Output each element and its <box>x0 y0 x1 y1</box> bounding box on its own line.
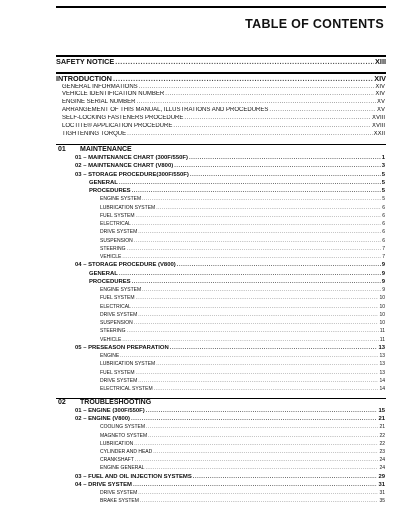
dot-leader <box>120 353 378 359</box>
dot-leader <box>142 196 381 202</box>
toc-label: SELF-LOCKING FASTENERS PROCEDURE <box>62 115 184 122</box>
dot-leader <box>119 271 381 277</box>
dot-leader <box>154 386 379 392</box>
dot-leader <box>190 172 381 178</box>
toc-entry[interactable] <box>89 279 385 285</box>
toc-entry[interactable] <box>100 433 385 439</box>
toc-entry[interactable] <box>100 312 385 318</box>
toc-page: 13 <box>379 369 385 376</box>
toc-entry[interactable] <box>62 107 385 113</box>
dot-leader <box>148 433 378 439</box>
toc-entry[interactable] <box>100 246 385 252</box>
dot-leader <box>184 115 371 121</box>
toc-label: ENGINE SYSTEM <box>100 287 142 293</box>
toc-page: 3 <box>381 163 385 170</box>
toc-entry[interactable] <box>75 262 385 268</box>
toc-label: FUEL SYSTEM <box>100 369 135 376</box>
toc-page: 24 <box>379 457 385 464</box>
dot-leader <box>136 213 382 219</box>
toc-label: 01 – ENGINE (300F/550F) <box>75 408 145 414</box>
dot-leader <box>132 304 379 310</box>
toc-label: ELECTRICAL <box>100 303 131 310</box>
toc-page: 21 <box>379 424 385 431</box>
toc-label: ENGINE SYSTEM <box>100 196 142 203</box>
toc-page: 13 <box>378 344 385 351</box>
dot-leader <box>146 408 378 414</box>
dot-leader <box>132 279 381 285</box>
toc-label: GENERAL INFORMATIONS <box>62 83 138 90</box>
toc-label: LUBRICATION <box>100 440 134 447</box>
toc-label: DRIVE SYSTEM <box>100 490 138 496</box>
toc-entry[interactable] <box>100 465 385 471</box>
dot-leader <box>173 123 371 129</box>
toc-entry[interactable] <box>75 408 385 414</box>
toc-entry[interactable] <box>62 123 385 129</box>
toc-label: FUEL SYSTEM <box>100 295 135 302</box>
toc-page: 6 <box>382 204 385 211</box>
toc-entry[interactable] <box>100 457 385 463</box>
toc-entry[interactable] <box>100 386 385 392</box>
toc-label: DRIVE SYSTEM <box>100 377 138 384</box>
toc-page: 14 <box>379 386 385 392</box>
toc-label: 01 – MAINTENANCE CHART (300F/550F) <box>75 155 188 161</box>
dot-leader <box>131 416 377 422</box>
toc-page: 14 <box>379 377 385 384</box>
toc-entry[interactable] <box>100 490 385 496</box>
toc-page: XVIII <box>371 123 385 129</box>
toc-label: LUBRICATION SYSTEM <box>100 361 156 368</box>
section-01-number: 01 <box>58 146 66 153</box>
dot-leader <box>115 57 374 66</box>
toc-page: 10 <box>379 311 385 318</box>
toc-page: 23 <box>379 449 385 455</box>
toc-page: 9 <box>382 287 385 293</box>
toc-page: 9 <box>381 262 385 269</box>
toc-page: 7 <box>382 245 385 252</box>
toc-entry[interactable] <box>89 271 385 277</box>
toc-page: XIV <box>374 74 386 83</box>
toc-label: VEHICLE <box>100 336 122 343</box>
dot-leader <box>134 320 379 326</box>
toc-label: SUSPENSION <box>100 237 133 244</box>
toc-page: 6 <box>382 221 385 227</box>
dot-leader <box>122 337 378 343</box>
toc-page: 7 <box>382 254 385 260</box>
dot-leader <box>122 254 381 260</box>
dot-leader <box>127 328 379 334</box>
toc-entry[interactable] <box>100 370 385 376</box>
dot-leader <box>177 262 381 268</box>
section-02-title: TROUBLESHOOTING <box>80 399 152 406</box>
dot-leader <box>156 361 378 367</box>
toc-entry[interactable] <box>89 180 385 186</box>
toc-entry[interactable] <box>100 378 385 384</box>
toc-label: VEHICLE <box>100 254 122 260</box>
dot-leader <box>127 246 382 252</box>
toc-page: 9 <box>381 270 385 277</box>
toc-label: ENGINE SERIAL NUMBER <box>62 99 136 106</box>
toc-entry[interactable] <box>100 353 385 359</box>
toc-label: 04 – DRIVE SYSTEM <box>75 481 132 488</box>
toc-entry[interactable] <box>100 320 385 326</box>
toc-page: 10 <box>379 303 385 310</box>
dot-leader <box>135 457 379 463</box>
toc-page: 15 <box>378 408 385 414</box>
toc-label: ARRANGEMENT OF THIS MANUAL, ILLUSTRATIONS AND PROCEDURES <box>62 107 269 114</box>
toc-entry[interactable] <box>100 287 385 293</box>
dot-leader <box>153 449 378 455</box>
toc-entry[interactable] <box>75 416 385 422</box>
dot-leader <box>145 465 378 471</box>
toc-entry[interactable] <box>75 163 385 169</box>
toc-entry[interactable] <box>100 221 385 227</box>
toc-entry[interactable] <box>100 238 385 244</box>
toc-page: 6 <box>382 237 385 244</box>
toc-label: 05 – PRESEASON PREPARATION <box>75 344 169 351</box>
toc-page: 5 <box>381 188 385 194</box>
toc-page: 1 <box>381 155 385 161</box>
toc-label: LOCTITE® APPLICATION PROCEDURE <box>62 123 173 129</box>
dot-leader <box>156 205 381 211</box>
toc-entry[interactable] <box>100 361 385 367</box>
dot-leader <box>174 163 381 169</box>
toc-page: XVIII <box>371 115 385 122</box>
toc-label: 02 – ENGINE (V800) <box>75 416 131 423</box>
toc-label: 04 – STORAGE PROCEDURE (V800) <box>75 262 176 269</box>
dot-leader <box>189 155 381 161</box>
page-title: TABLE OF CONTENTS <box>245 17 384 31</box>
toc-page: 29 <box>378 473 385 480</box>
dot-leader <box>113 74 373 83</box>
toc-entry[interactable] <box>75 155 385 161</box>
toc-safety-notice[interactable] <box>56 57 386 66</box>
dot-leader <box>138 229 381 235</box>
toc-entry[interactable] <box>100 441 385 447</box>
toc-page: 31 <box>378 481 385 488</box>
toc-page: 21 <box>378 416 385 423</box>
dot-leader <box>127 131 373 137</box>
toc-entry[interactable] <box>100 205 385 211</box>
toc-entry[interactable] <box>62 115 385 121</box>
toc-page: XIV <box>375 91 385 98</box>
dot-leader <box>139 84 375 90</box>
toc-label: TIGHTENING TORQUE <box>62 130 127 137</box>
dot-leader <box>146 424 378 430</box>
dot-leader <box>138 312 378 318</box>
toc-label: 03 – STORAGE PROCEDURE(300F/550F) <box>75 171 189 178</box>
dot-leader <box>142 287 381 293</box>
toc-entry[interactable] <box>62 91 385 97</box>
toc-label: STEERING <box>100 328 126 335</box>
dot-leader <box>134 441 378 447</box>
dot-leader <box>136 370 379 376</box>
toc-page: XIV <box>375 83 385 90</box>
toc-entry[interactable] <box>100 213 385 219</box>
toc-label: PROCEDURES <box>89 278 131 285</box>
dot-leader <box>138 490 378 496</box>
toc-label: PROCEDURES <box>89 188 131 194</box>
toc-page: 5 <box>382 196 385 203</box>
toc-page: 6 <box>382 212 385 219</box>
toc-page: 9 <box>381 278 385 285</box>
toc-introduction[interactable] <box>56 74 386 83</box>
toc-label: GENERAL <box>89 270 118 277</box>
toc-label: GENERAL <box>89 179 118 186</box>
dot-leader <box>136 295 379 301</box>
toc-label: BRAKE SYSTEM <box>100 498 139 505</box>
toc-label: 03 – FUEL AND OIL INJECTION SYSTEMS <box>75 473 192 480</box>
dot-leader <box>136 99 376 105</box>
toc-entry[interactable] <box>75 482 385 488</box>
toc-page: 22 <box>379 440 385 447</box>
toc-entry[interactable] <box>100 337 385 343</box>
toc-label: SUSPENSION <box>100 320 133 326</box>
toc-page: 10 <box>379 320 385 326</box>
dot-leader <box>132 188 381 194</box>
toc-page: 13 <box>379 353 385 359</box>
toc-entry[interactable] <box>75 172 385 178</box>
toc-label: 02 – MAINTENANCE CHART (V800) <box>75 163 174 170</box>
toc-label: ENGINE GENERAL <box>100 465 145 472</box>
dot-leader <box>165 91 374 97</box>
toc-entry[interactable] <box>89 188 385 194</box>
toc-page: 6 <box>382 229 385 236</box>
toc-label: SAFETY NOTICE <box>56 57 115 66</box>
toc-page: 35 <box>379 498 385 505</box>
toc-entry[interactable] <box>100 229 385 235</box>
toc-label: ELECTRICAL <box>100 221 131 227</box>
toc-page: 5 <box>381 179 385 186</box>
toc-label: LUBRICATION SYSTEM <box>100 204 156 211</box>
toc-label: VEHICLE IDENTIFICATION NUMBER <box>62 91 165 98</box>
dot-leader <box>134 238 381 244</box>
top-rule <box>56 6 386 8</box>
dot-leader <box>133 482 377 488</box>
dot-leader <box>138 378 378 384</box>
section-01-rule <box>56 144 386 145</box>
toc-label: INTRODUCTION <box>56 74 112 83</box>
toc-entry[interactable] <box>100 328 385 334</box>
toc-label: CRANKSHAFT <box>100 457 134 464</box>
toc-entry[interactable] <box>75 345 385 351</box>
dot-leader <box>269 107 376 113</box>
toc-page: XXII <box>373 130 385 137</box>
toc-entry[interactable] <box>75 474 385 480</box>
toc-label: DRIVE SYSTEM <box>100 229 138 236</box>
toc-entry[interactable] <box>100 449 385 455</box>
toc-page: XIII <box>375 57 386 66</box>
toc-entry[interactable] <box>100 424 385 430</box>
toc-page: 11 <box>379 328 385 335</box>
toc-label: CYLINDER AND HEAD <box>100 449 153 455</box>
toc-entry[interactable] <box>62 99 385 105</box>
toc-page: 22 <box>379 432 385 439</box>
toc-label: STEERING <box>100 245 126 252</box>
toc-label: FUEL SYSTEM <box>100 212 135 219</box>
dot-leader <box>132 221 381 227</box>
toc-label: MAGNETO SYSTEM <box>100 432 148 439</box>
toc-page: 13 <box>379 361 385 368</box>
section-01-title: MAINTENANCE <box>80 146 132 153</box>
toc-label: ELECTRICAL SYSTEM <box>100 386 153 392</box>
toc-page: XV <box>376 99 385 106</box>
toc-entry[interactable] <box>100 304 385 310</box>
dot-leader <box>140 498 379 504</box>
toc-label: ENGINE <box>100 353 120 359</box>
toc-entry[interactable] <box>100 295 385 301</box>
toc-page: 5 <box>381 171 385 178</box>
toc-page: 31 <box>379 490 385 496</box>
toc-page: 11 <box>379 336 385 343</box>
toc-label: DRIVE SYSTEM <box>100 311 138 318</box>
dot-leader <box>119 180 381 186</box>
dot-leader <box>170 345 378 351</box>
toc-label: COOLING SYSTEM <box>100 424 146 431</box>
section-02-number: 02 <box>58 399 66 406</box>
toc-entry[interactable] <box>62 131 385 137</box>
toc-entry[interactable] <box>100 254 385 260</box>
dot-leader <box>193 474 378 480</box>
toc-entry[interactable] <box>100 498 385 504</box>
toc-entry[interactable] <box>100 196 385 202</box>
toc-page: 10 <box>379 295 385 302</box>
toc-page: XV <box>376 107 385 114</box>
toc-page: 24 <box>379 465 385 472</box>
toc-entry[interactable] <box>62 84 385 90</box>
